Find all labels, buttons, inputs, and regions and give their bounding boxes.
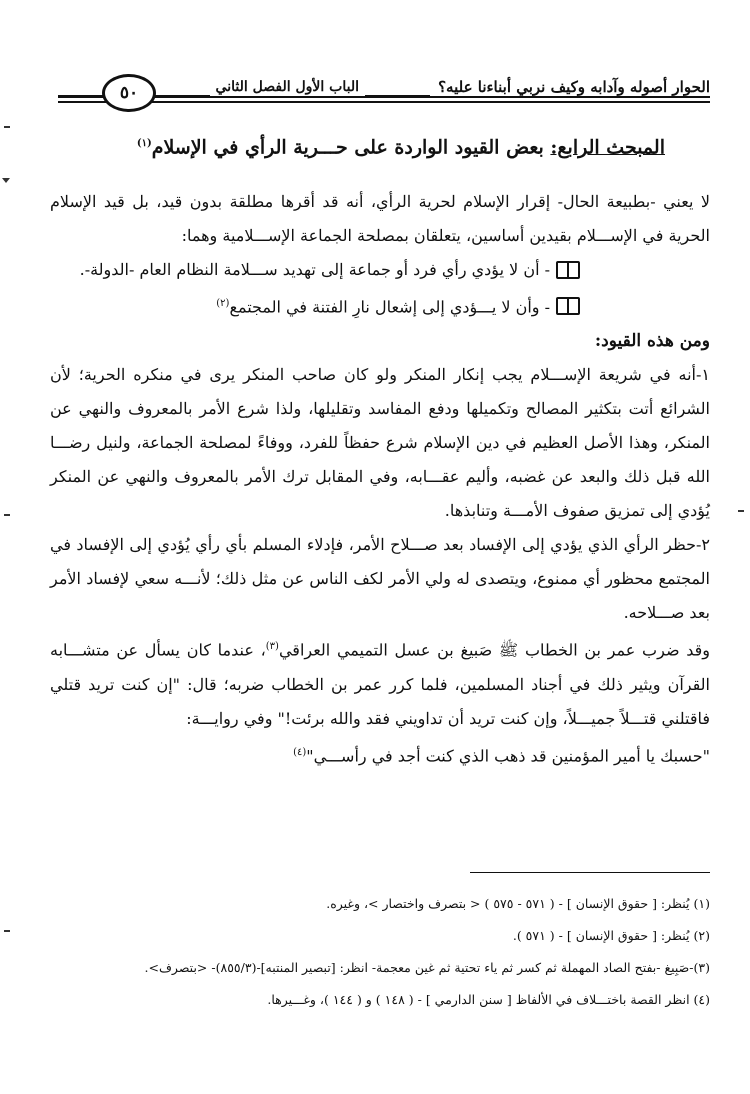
bullet-item-1 xyxy=(50,253,710,287)
quote-text: "حسبك يا أمير المؤمنين قد ذهب الذي كنت أجد في رأســـي" xyxy=(306,745,710,765)
margin-mark xyxy=(4,930,10,932)
footnote-separator xyxy=(470,872,710,873)
section-title-text: بعض القيود الواردة على حـــرية الرأي في الإسلام xyxy=(151,136,551,159)
book-icon xyxy=(556,261,580,279)
paragraph-4 xyxy=(50,630,710,735)
header-rule-thin xyxy=(58,101,710,103)
book-title: الحوار أصوله وآدابه وكيف نربي أبناءنا عليه؟ xyxy=(430,78,710,96)
running-header xyxy=(58,78,710,108)
bullet-text-1: - أن لا يؤدي رأي فرد أو جماعة إلى تهديد ســـلامة النظام العام -الدولة-. xyxy=(79,260,550,279)
paragraph-1: لا يعني -بطبيعة الحال- إقرار الإسلام لحرية الرأي، أنه قد أقرها مطلقة بدون قيد، بل قيد الإسلام الحرية في الإســـلام بقيدين أساسين، يتعلقان بمصلحة الجماعة الإســـلامية وهما: xyxy=(50,192,710,245)
section-heading xyxy=(137,130,665,161)
footnotes xyxy=(50,888,710,1016)
subheading: ومن هذه القيود: xyxy=(594,331,710,352)
footnote-2: (٢) يُنظر: [ حقوق الإنسان ] - ( ٥٧١ ). xyxy=(512,928,710,943)
footnote-3: (٣)-صَبِيغ -بفتح الصاد المهملة ثم كسر ثم ياء تحتية ثم غين معجمة- انظر: [تبصير المنتبه]-(٨٥٥/٣)- <بتصرف>. xyxy=(144,960,710,975)
paragraph-3: ٢-حظر الرأي الذي يؤدي إلى الإفساد بعد صـــلاح الأمر، فإدلاء المسلم بأي رأي يُؤدي إلى الإفساد في المجتمع محظور أي ممنوع، ويتصدى له ولي الأمر لكف الناس عن مثل ذلك؛ لأنـــه سعي لإفساد الأمر بعد صـــلاحه. xyxy=(50,535,710,623)
quote xyxy=(50,736,710,773)
margin-arrow-mark xyxy=(2,178,10,183)
page-number: ٥٠ xyxy=(102,74,156,112)
footnote-ref-3: (٣) xyxy=(265,641,279,653)
margin-mark xyxy=(738,510,744,512)
book-icon xyxy=(556,297,580,315)
paragraph-4-cont: ، عندما كان يسأل عن متشـــابه القرآن ويثير ذلك في أجناد المسلمين، فلما كرر عمر بن الخطاب ضربه؛ قال: "إن كنت تريد قتلي فاقتلني قتـــلاً جميـــلاً، وإن كنت تريد أن تداويني فقد والله برئت!" وفي روايـــة: xyxy=(50,640,710,728)
footnote-ref-1: (١) xyxy=(136,138,152,149)
paragraph-4-start: وقد ضرب عمر بن الخطاب ﷺ صَبيغ بن عسل التميمي العراقي xyxy=(278,640,711,660)
bullet-item-2 xyxy=(50,287,710,324)
bullet-text-2-wrap xyxy=(216,287,550,324)
footnote-ref-4: (٤) xyxy=(293,746,307,758)
main-text xyxy=(50,185,710,773)
chapter-label: الباب الأول الفصل الثاني xyxy=(210,78,365,96)
margin-mark xyxy=(4,514,10,516)
margin-mark xyxy=(4,126,10,128)
footnote-1: (١) يُنظر: [ حقوق الإنسان ] - ( ٥٧١ - ٥٧٥ ) < بتصرف واختصار >، وغيره. xyxy=(326,896,710,911)
footnote-ref-2: (٢) xyxy=(216,298,230,309)
section-label: المبحث الرابع: xyxy=(550,136,665,159)
footnote-4: (٤) انظر القصة باختـــلاف في الألفاظ [ سنن الدارمي ] - ( ١٤٨ ) و ( ١٤٤ )، وغـــيرها. xyxy=(267,992,710,1007)
paragraph-2: ١-أنه في شريعة الإســـلام يجب إنكار المنكر ولو كان صاحب المنكر يرى في منكره الحرية؛ لأن الشرائع أتت بتكثير المصالح وتكميلها ودفع المفاسد وتقليلها، ولذا شرع الأمر بالمعروف والنهي عن المنكر، وهذا الأصل العظيم في دين الإسلام شرع حفظاً للفرد، ووفاءً لمصلحة الجماعة، ولنيل رضـــا الله قبل ذلك والبعد عن غضبه، وأليم عقـــابه، وفي المقابل ترك الأمر بالمعروف والنهي عن المنكر يُؤدي إلى تمزيق صفوف الأمـــة وتنابذها. xyxy=(50,365,710,521)
bullet-text-2: - وأن لا يـــؤدي إلى إشعال نارِ الفتنة في المجتمع xyxy=(229,297,550,317)
